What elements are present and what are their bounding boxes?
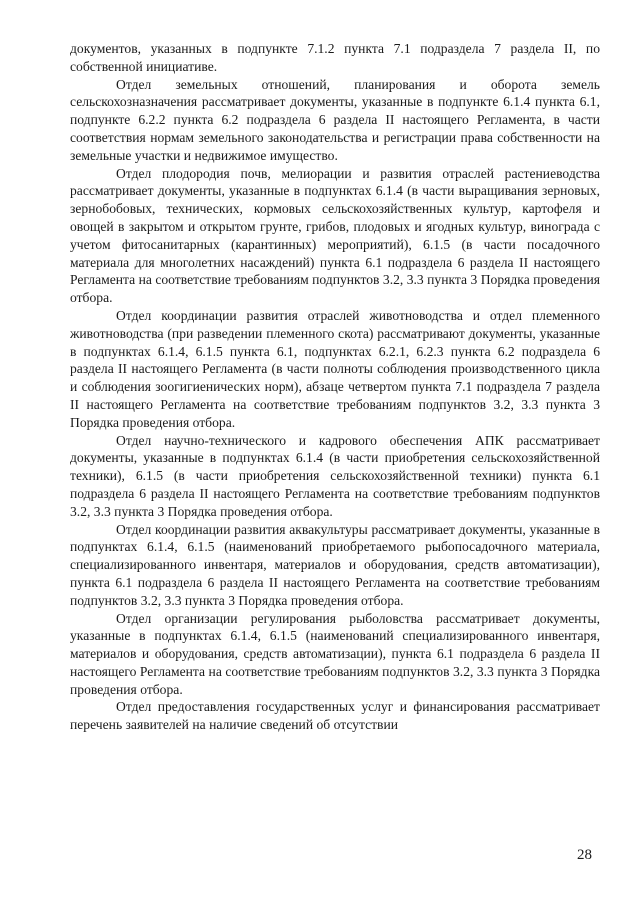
document-page xyxy=(70,40,600,840)
paragraph-2: Отдел земельных отношений, планирования и оборота земель сельскохозназначения рассматривает документы, указанные в подпункте 6.1.4 пункта 6.1, подпункте 6.2.2 пункта 6.2 подраздела 6 раздела II настоящего Регламента, в части соответствия нормам земельного законодательства и регистрации права собственности на земельные участки и недвижимое имущество. xyxy=(70,76,600,163)
paragraph-3: Отдел плодородия почв, мелиорации и развития отраслей растениеводства рассматривает документы, указанные в подпунктах 6.1.4 (в части выращивания зерновых, зернобобовых, технических, кормовых сельскохозяйственных культур, картофеля и овощей в закрытом и открытом грунте, грибов, плодовых и ягодных культур, винограда с учетом фитосанитарных (карантинных) мероприятий), 6.1.5 (в части посадочного материала для многолетних насаждений) пункта 6.1 подраздела 6 раздела II настоящего Регламента на соответствие требованиям подпунктов 3.2, 3.3 пункта 3 Порядка проведения отбора. xyxy=(70,165,600,306)
paragraph-7: Отдел организации регулирования рыболовства рассматривает документы, указанные в подпунктах 6.1.4, 6.1.5 (наименований специализированного инвентаря, материалов и оборудования, средств автоматизации), пункта 6.1 подраздела 6 раздела II настоящего Регламента на соответствие требованиям подпунктов 3.2, 3.3 пункта 3 Порядка проведения отбора. xyxy=(70,610,600,697)
paragraph-6: Отдел координации развития аквакультуры рассматривает документы, указанные в подпунктах 6.1.4, 6.1.5 (наименований приобретаемого рыбопосадочного материала, специализированного инвентаря, материалов и оборудования, средств автоматизации), пункта 6.1 подраздела 6 раздела II настоящего Регламента на соответствие требованиям подпунктов 3.2, 3.3 пункта 3 Порядка проведения отбора. xyxy=(70,521,600,608)
paragraph-1: документов, указанных в подпункте 7.1.2 пункта 7.1 подраздела 7 раздела II, по собственной инициативе. xyxy=(70,41,600,74)
paragraph-4: Отдел координации развития отраслей животноводства и отдел племенного животноводства (при разведении племенного скота) рассматривают документы, указанные в подпунктах 6.1.4, 6.1.5 пункта 6.1, подпунктах 6.2.1, 6.2.3 пункта 6.2 подраздела 6 раздела II настоящего Регламента (в части полноты соблюдения производственного цикла и соблюдения зоогигиенических норм), абзаце четвертом пункта 7.1 подраздела 7 раздела II настоящего Регламента на соответствие требованиям подпунктов 3.2, 3.3 пункта 3 Порядка проведения отбора. xyxy=(70,307,600,430)
paragraph-5: Отдел научно-технического и кадрового обеспечения АПК рассматривает документы, указанные в подпунктах 6.1.4 (в части приобретения сельскохозяйственной техники), 6.1.5 (в части приобретения сельскохозяйственной техники) пункта 6.1 подраздела 6 раздела II настоящего Регламента на соответствие требованиям подпунктов 3.2, 3.3 пункта 3 Порядка проведения отбора. xyxy=(70,432,600,519)
page-number: 28 xyxy=(577,847,592,863)
paragraph-8: Отдел предоставления государственных услуг и финансирования рассматривает перечень заявителей на наличие сведений об отсутствии xyxy=(70,699,600,733)
